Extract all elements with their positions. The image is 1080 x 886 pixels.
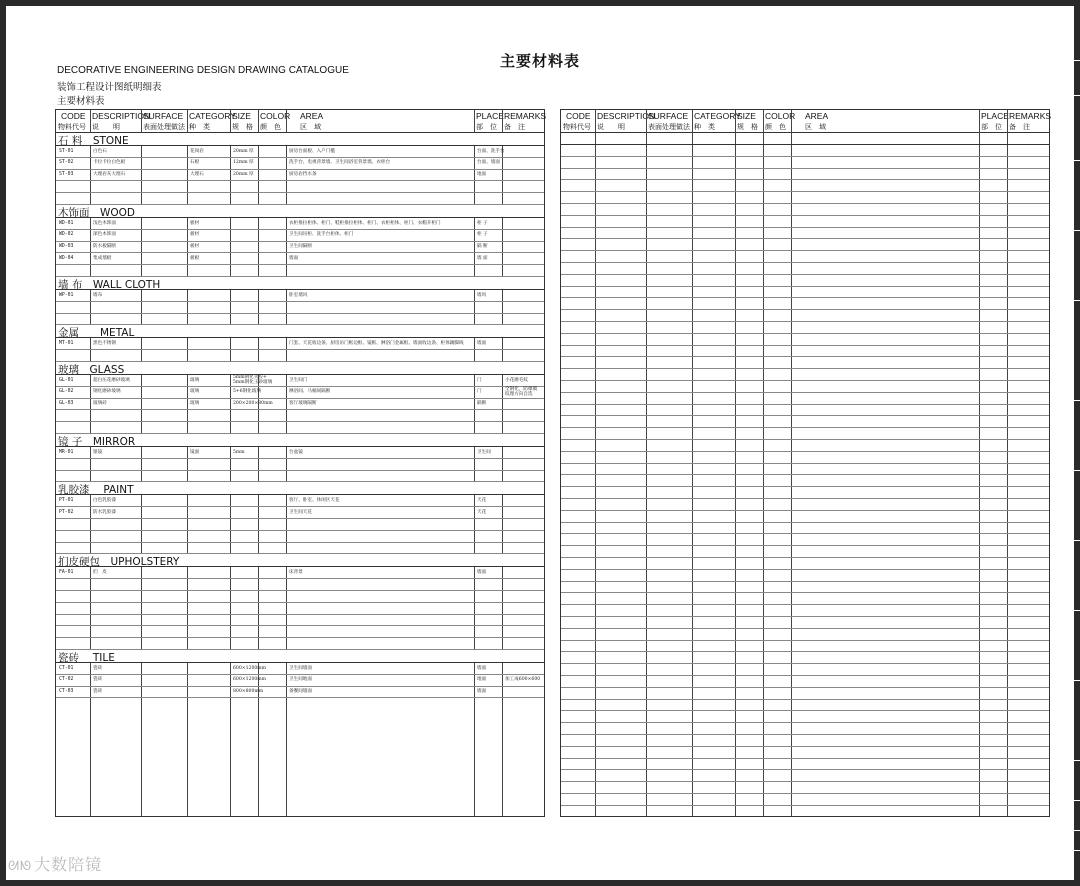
row-divider (561, 227, 1049, 228)
row-divider (56, 458, 544, 459)
cell-code: CT-03 (59, 689, 74, 695)
cell-desc: 瓷砖 (93, 689, 103, 695)
row-divider (561, 392, 1049, 393)
row-divider (56, 518, 544, 519)
column-header-cn: 物料代号 (563, 123, 591, 131)
column-header-en: PLACE (981, 111, 1009, 121)
section-title: 瓷砖 TILE (58, 651, 115, 664)
cell-place: 台面、墙面 (477, 160, 500, 166)
row-divider (561, 758, 1049, 759)
cell-code: WD-03 (59, 244, 74, 250)
cell-place: 隔断 (477, 401, 487, 407)
row-divider (561, 592, 1049, 593)
cell-desc: 深色木饰面 (93, 232, 116, 238)
column-header-en: CODE (566, 111, 591, 121)
cell-desc: 瓷砖 (93, 677, 103, 683)
cell-desc: 大理岩灰大理石 (93, 172, 126, 178)
cell-code: WD-01 (59, 220, 74, 226)
row-divider (561, 474, 1049, 475)
row-divider (561, 651, 1049, 652)
table-row (56, 494, 544, 506)
column-header-en: COLOR (260, 111, 291, 121)
cell-remark: 全钢化，防爆膜 纹理方向自选 (505, 386, 538, 397)
section-title: 玻璃 GLASS (58, 363, 125, 376)
row-divider (561, 710, 1049, 711)
cell-area: 客厅、卧室、休闲区天花 (289, 497, 340, 503)
column-header-en: CATEGORY (189, 111, 236, 121)
catalogue-subtitle: 主要材料表 (57, 96, 105, 107)
row-divider (561, 569, 1049, 570)
edge-tick (1072, 540, 1080, 541)
row-divider (561, 486, 1049, 487)
column-header-cn: 备 注 (504, 123, 525, 131)
cell-size: 20mm 厚 (233, 148, 254, 154)
header-divider (561, 132, 1049, 133)
cell-code: CT-02 (59, 677, 74, 683)
sheet-edge-ticks (1072, 0, 1080, 886)
column-header-en: SIZE (232, 111, 251, 121)
row-divider (56, 409, 544, 410)
row-divider (561, 250, 1049, 251)
row-divider (561, 262, 1049, 263)
section-header (56, 650, 544, 662)
row-divider (56, 542, 544, 543)
edge-tick (1072, 830, 1080, 831)
column-header-cn: 种 类 (694, 123, 715, 131)
row-divider (561, 781, 1049, 782)
cell-area: 台盆镜 (289, 449, 303, 455)
section-header (56, 133, 544, 145)
row-divider (561, 522, 1049, 523)
cell-size: 5mm (233, 449, 245, 455)
cell-code: CT-01 (59, 665, 74, 671)
row-divider (561, 640, 1049, 641)
cell-place: 柜 子 (477, 220, 488, 226)
watermark-text: 大数陪镜 (34, 855, 103, 874)
row-divider (561, 687, 1049, 688)
row-divider (56, 625, 544, 626)
cell-place: 门 (477, 389, 482, 395)
cell-place: 天花 (477, 497, 487, 503)
cell-area: 衣柜推拉柜体、柜门、鞋柜推拉柜体、柜门、衣柜柜体、柜门、衣帽开柜门 (289, 220, 441, 226)
cell-desc: 白色乳胶漆 (93, 497, 116, 503)
cell-area: 墙面 (289, 255, 299, 261)
cell-desc: 银镜 (93, 449, 103, 455)
column-header-cn: 表面处理做法 (143, 123, 185, 131)
row-divider (561, 274, 1049, 275)
row-divider (56, 530, 544, 531)
cell-size: 800×800mm (233, 689, 264, 695)
row-divider (561, 510, 1049, 511)
table-row (56, 217, 544, 229)
cell-code: GL-03 (59, 401, 74, 407)
row-divider (561, 168, 1049, 169)
cell-area: 厨房岩挡水条 (289, 172, 317, 178)
row-divider (56, 590, 544, 591)
catalogue-title-en: DECORATIVE ENGINEERING DESIGN DRAWING CATALOGUE (57, 65, 349, 76)
cell-place: 门 (477, 377, 482, 383)
table-row (56, 157, 544, 169)
row-divider (561, 427, 1049, 428)
watermark (8, 852, 102, 875)
table-row (56, 241, 544, 253)
row-divider (56, 578, 544, 579)
cell-place: 墙面 (477, 340, 487, 346)
cell-area: 淋浴间、马桶间隔断 (289, 389, 331, 395)
edge-tick (1072, 800, 1080, 801)
section-title: 镜 子 MIRROR (58, 435, 136, 448)
row-divider (561, 769, 1049, 770)
column-header-en: AREA (300, 111, 324, 121)
cell-place: 墙面 (477, 569, 487, 575)
row-divider (561, 793, 1049, 794)
cell-cat: 花岗岩 (190, 148, 204, 154)
table-row (56, 374, 544, 386)
cell-cat: 板材 (190, 232, 200, 238)
section-title: 扪皮硬包 UPHOLSTERY (58, 555, 180, 568)
row-divider (561, 321, 1049, 322)
section-header (56, 362, 544, 374)
material-table-right (560, 109, 1050, 817)
row-divider (56, 637, 544, 638)
section-title: 木饰面 WOOD (58, 206, 135, 219)
column-header-cn: 种 类 (189, 123, 210, 131)
column-header-en: SURFACE (648, 111, 689, 121)
cell-area: 厨房台面板、入户门槛 (289, 148, 335, 154)
cell-cat: 石板 (190, 160, 200, 166)
row-divider (561, 451, 1049, 452)
edge-tick (1072, 760, 1080, 761)
cell-desc: 浅色木饰面 (93, 220, 116, 226)
column-header-en: CATEGORY (694, 111, 741, 121)
cell-code: WD-04 (59, 255, 74, 261)
cell-area: 卫生间墙面 (289, 665, 312, 671)
cell-cat: 镜面 (190, 449, 200, 455)
row-divider (561, 356, 1049, 357)
cell-size: 5+6钢化玻璃 (233, 389, 262, 395)
cell-place: 台面、洗手台 (477, 148, 505, 154)
edge-tick (1072, 850, 1080, 851)
edge-tick (1072, 470, 1080, 471)
row-divider (561, 215, 1049, 216)
column-header-cn: 颜 色 (765, 123, 786, 131)
row-divider (561, 345, 1049, 346)
cell-area: 卫生间隔断 (289, 244, 312, 250)
cell-cat: 板材 (190, 220, 200, 226)
cell-size: 5mm钢化夹胶+ 5mm钢化玉砂玻璃 (233, 374, 273, 385)
cell-cat: 玻璃 (190, 389, 200, 395)
cell-desc: 卡拉卡拉白色板 (93, 160, 126, 166)
material-table-left (55, 109, 545, 817)
column-header-en: REMARKS (504, 111, 547, 121)
cell-desc: 瓷砖 (93, 665, 103, 671)
cell-code: FA-01 (59, 569, 74, 575)
row-divider (561, 404, 1049, 405)
table-row (56, 686, 544, 698)
cell-code: ST-01 (59, 148, 74, 154)
cell-area: 床背景 (289, 569, 303, 575)
cell-place: 墙面 (477, 689, 487, 695)
row-divider (561, 663, 1049, 664)
cell-code: GL-01 (59, 377, 74, 383)
row-divider (561, 203, 1049, 204)
row-divider (561, 604, 1049, 605)
column-header-en: CODE (61, 111, 86, 121)
cell-code: PT-02 (59, 509, 74, 515)
cell-place: 卫生间 (477, 449, 491, 455)
row-divider (561, 545, 1049, 546)
row-divider (56, 697, 544, 698)
table-row (56, 662, 544, 674)
cell-code: ST-02 (59, 160, 74, 166)
column-header-en: DESCRIPTION (92, 111, 151, 121)
row-divider (561, 581, 1049, 582)
cell-cat: 板材 (190, 244, 200, 250)
edge-tick (1072, 400, 1080, 401)
cell-desc: 钢化磨砂玻璃 (93, 389, 121, 395)
column-header-cn: 规 格 (737, 123, 758, 131)
row-divider (561, 533, 1049, 534)
column-header-en: COLOR (765, 111, 796, 121)
row-divider (561, 179, 1049, 180)
row-divider (561, 557, 1049, 558)
cell-desc: 防水乳胶漆 (93, 509, 116, 515)
row-divider (561, 675, 1049, 676)
cell-code: MT-01 (59, 340, 74, 346)
cell-size: 200×200×80mm (233, 401, 273, 407)
edge-tick (1072, 230, 1080, 231)
cell-desc: 墙布 (93, 292, 103, 298)
table-row (56, 229, 544, 241)
cell-code: ST-03 (59, 172, 74, 178)
cell-desc: 白色石 (93, 148, 107, 154)
cell-size: 20mm 厚 (233, 172, 254, 178)
catalogue-title-cn: 装饰工程设计图纸明细表 (57, 82, 162, 93)
cell-desc: 黑色不锈钢 (93, 340, 116, 346)
cell-desc: 玻璃砖 (93, 401, 107, 407)
column-header-cn: 物料代号 (58, 123, 86, 131)
cell-desc: 集成墙板 (93, 255, 112, 261)
row-divider (56, 301, 544, 302)
row-divider (561, 439, 1049, 440)
table-row (56, 145, 544, 157)
cell-cat: 玻璃 (190, 401, 200, 407)
edge-tick (1072, 95, 1080, 96)
column-header-en: SURFACE (143, 111, 184, 121)
column-header-cn: 区 域 (300, 123, 321, 131)
cell-size: 600×1200mm (233, 665, 267, 671)
column-header-cn: 备 注 (1009, 123, 1030, 131)
row-divider (561, 309, 1049, 310)
edge-tick (1072, 680, 1080, 681)
table-row (56, 169, 544, 181)
section-title: 乳胶漆 PAINT (58, 483, 134, 496)
table-row (56, 289, 544, 301)
cell-place: 墙 面 (477, 255, 488, 261)
row-divider (561, 746, 1049, 747)
row-divider (561, 380, 1049, 381)
column-header-cn: 说 明 (597, 123, 625, 131)
row-divider (56, 313, 544, 314)
cell-place: 墙风 (477, 292, 487, 298)
cell-area: 卫生间天花 (289, 509, 312, 515)
cell-cat: 大理石 (190, 172, 204, 178)
table-row (56, 446, 544, 458)
column-header-cn: 区 域 (805, 123, 826, 131)
row-divider (56, 470, 544, 471)
edge-tick (1072, 300, 1080, 301)
cell-cat: 玻璃 (190, 377, 200, 383)
cell-code: PT-01 (59, 497, 74, 503)
row-divider (561, 368, 1049, 369)
row-divider (56, 614, 544, 615)
row-divider (56, 180, 544, 181)
table-row (56, 252, 544, 264)
section-title: 石 料 STONE (58, 134, 129, 147)
cell-size: 600×1200mm (233, 677, 267, 683)
cell-place: 地面 (477, 677, 487, 683)
column-header-cn: 表面处理做法 (648, 123, 690, 131)
row-divider (561, 333, 1049, 334)
cell-area: 门套、天花收边条、厨房吊门框边框、镜框、淋浴门金属框、墙面收边条、柜体踢脚线 (289, 340, 464, 346)
row-divider (561, 286, 1049, 287)
watermark-logo-icon: ᘛᘚ (8, 859, 33, 874)
column-header-en: REMARKS (1009, 111, 1052, 121)
cell-place: 隔 断 (477, 244, 488, 250)
row-divider (561, 297, 1049, 298)
column-header-cn: 部 位 (981, 123, 1002, 131)
table-row (56, 337, 544, 349)
cell-code: WD-02 (59, 232, 74, 238)
main-title: 主要材料表 (500, 52, 581, 70)
row-divider (561, 722, 1049, 723)
table-row (56, 566, 544, 578)
cell-place: 地面 (477, 172, 487, 178)
cell-place: 柜 子 (477, 232, 488, 238)
drawing-sheet (6, 6, 1074, 880)
table-row (56, 506, 544, 518)
column-header-en: AREA (805, 111, 829, 121)
row-divider (561, 415, 1049, 416)
row-divider (56, 421, 544, 422)
section-title: 金属 METAL (58, 326, 135, 339)
column-header-cn: 规 格 (232, 123, 253, 131)
column-header-en: DESCRIPTION (597, 111, 656, 121)
cell-area: 洗手台、电视背景墙、卫生间浴室背景墙、衣柜台 (289, 160, 391, 166)
cell-size: 12mm 厚 (233, 160, 254, 166)
row-divider (56, 264, 544, 265)
column-header-en: SIZE (737, 111, 756, 121)
column-header-cn: 颜 色 (260, 123, 281, 131)
row-divider (561, 156, 1049, 157)
column-header-cn: 部 位 (476, 123, 497, 131)
cell-remark: 加工成600×600 (505, 677, 541, 683)
row-divider (561, 238, 1049, 239)
row-divider (56, 349, 544, 350)
section-title: 墙 布 WALL CLOTH (58, 278, 161, 291)
cell-cat: 板板 (190, 255, 200, 261)
cell-area: 卧室墙风 (289, 292, 308, 298)
row-divider (561, 616, 1049, 617)
cell-area: 卫生间吊柜、洗手台柜体、柜门 (289, 232, 354, 238)
edge-tick (1072, 60, 1080, 61)
row-divider (561, 628, 1049, 629)
row-divider (561, 463, 1049, 464)
cell-area: 卫生间门 (289, 377, 308, 383)
cell-desc: 扪 皮 (93, 569, 107, 575)
cell-desc: 防水板隔断 (93, 244, 116, 250)
cell-area: 卫生间地面 (289, 677, 312, 683)
row-divider (561, 734, 1049, 735)
edge-tick (1072, 610, 1080, 611)
row-divider (561, 805, 1049, 806)
row-divider (561, 699, 1049, 700)
cell-area: 备餐间墙面 (289, 689, 312, 695)
table-row (56, 398, 544, 410)
cell-code: WP-01 (59, 292, 74, 298)
column-header-cn: 说 明 (92, 123, 120, 131)
table-row (56, 674, 544, 686)
cell-place: 墙面 (477, 665, 487, 671)
section-divider (561, 144, 1049, 145)
cell-code: MR-01 (59, 449, 74, 455)
row-divider (561, 191, 1049, 192)
row-divider (561, 498, 1049, 499)
column-header-en: PLACE (476, 111, 504, 121)
row-divider (56, 602, 544, 603)
table-row (56, 386, 544, 398)
cell-desc: 超白压花磨砂玻璃 (93, 377, 130, 383)
cell-area: 客厅玻璃隔断 (289, 401, 317, 407)
row-divider (56, 192, 544, 193)
edge-tick (1072, 160, 1080, 161)
cell-remark: 小花磨毛纹 (505, 377, 528, 383)
cell-place: 天花 (477, 509, 487, 515)
cell-code: GL-02 (59, 389, 74, 395)
